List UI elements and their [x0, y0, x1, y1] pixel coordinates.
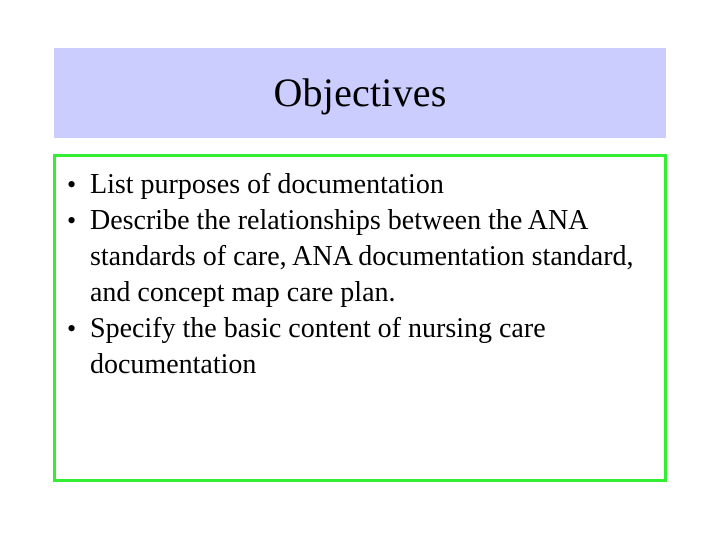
- bullet-icon: •: [67, 170, 77, 199]
- title-bar: [54, 48, 666, 138]
- bullet-text: Describe the relationships between the ANA standards of care, ANA documentation standard, and concept map care plan.: [90, 205, 634, 308]
- bullet-item: [56, 203, 658, 311]
- content-box: [53, 154, 667, 482]
- slide-title: Objectives: [273, 70, 447, 115]
- bullet-text: Specify the basic content of nursing care documentation: [90, 313, 546, 380]
- bullet-item: [56, 167, 658, 203]
- bullet-icon: •: [67, 314, 77, 343]
- bullet-text: List purposes of documentation: [90, 169, 444, 200]
- bullet-list: [56, 157, 664, 383]
- bullet-item: [56, 311, 658, 383]
- bullet-icon: •: [67, 206, 77, 235]
